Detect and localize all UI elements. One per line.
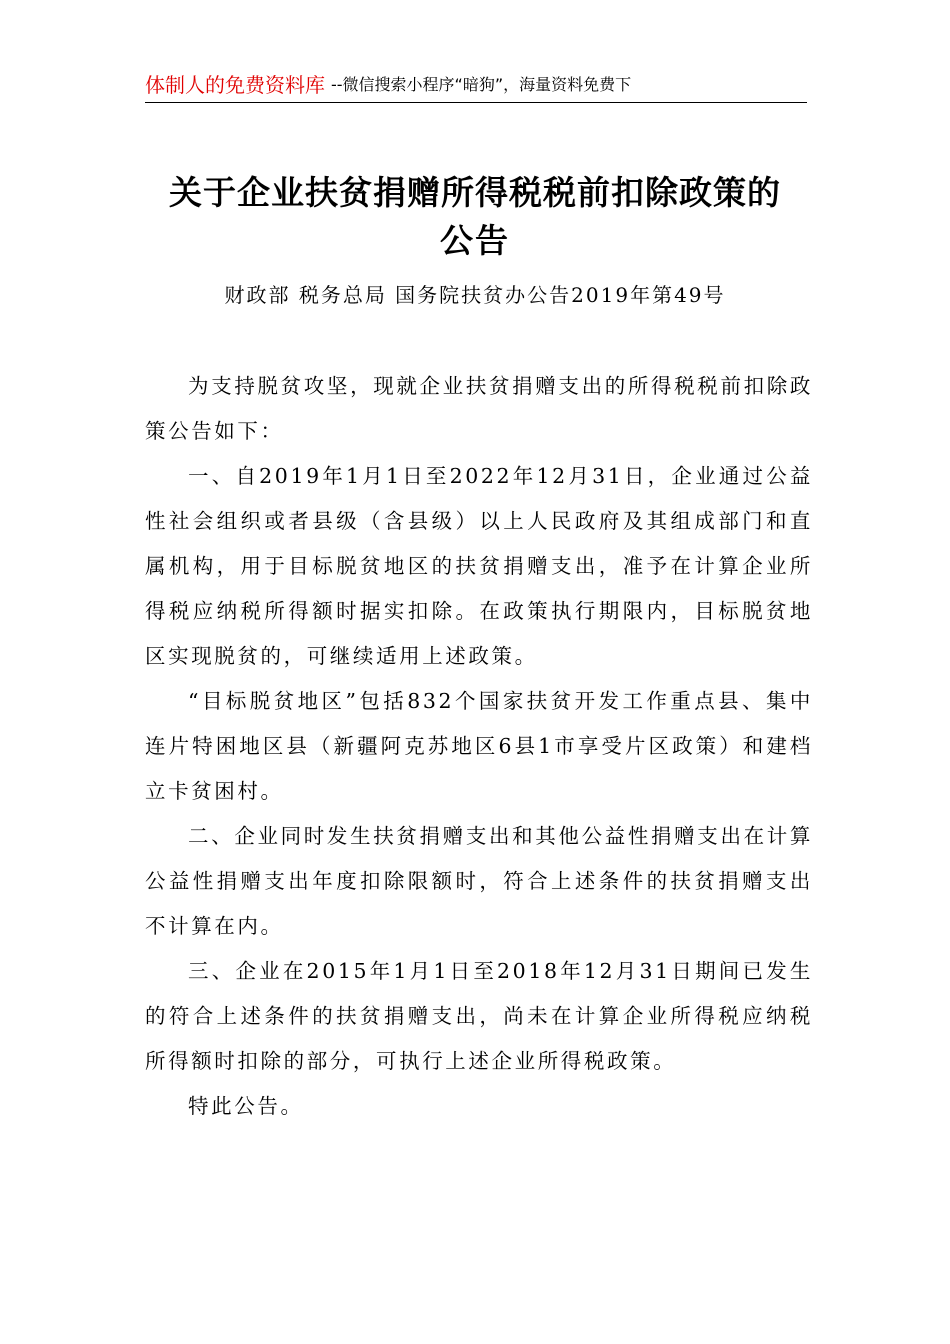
document-issuer: 财政部 税务总局 国务院扶贫办公告2019年第49号 xyxy=(224,283,726,307)
document-title-line-2: 公告 xyxy=(440,221,510,260)
paragraph-clause-2: 二、企业同时发生扶贫捐赠支出和其他公益性捐赠支出在计算公益性捐赠支出年度扣除限额时，符合上述条件的扶贫捐赠支出不计算在内。 xyxy=(145,824,813,938)
document-body xyxy=(145,364,813,1129)
header-brand: 体制人的免费资料库 xyxy=(145,73,325,97)
document-title-line-1: 关于企业扶贫捐赠所得税税前扣除政策的 xyxy=(169,173,781,212)
paragraph-clause-1: 一、自2019年1月1日至2022年12月31日，企业通过公益性社会组织或者县级（含县级）以上人民政府及其组成部门和直属机构，用于目标脱贫地区的扶贫捐赠支出，准予在计算企业所得税应纳税所得额时据实扣除。在政策执行期限内，目标脱贫地区实现脱贫的，可继续适用上述政策。 xyxy=(145,464,813,668)
paragraph-target-areas: “目标脱贫地区”包括832个国家扶贫开发工作重点县、集中连片特困地区县（新疆阿克苏地区6县1市享受片区政策）和建档立卡贫困村。 xyxy=(145,689,813,803)
watermark-header xyxy=(145,68,807,103)
paragraph-closing: 特此公告。 xyxy=(188,1094,304,1118)
header-tagline: --微信搜索小程序“暗狗”，海量资料免费下 xyxy=(331,75,632,94)
paragraph-intro: 为支持脱贫攻坚，现就企业扶贫捐赠支出的所得税税前扣除政策公告如下： xyxy=(145,374,813,443)
paragraph-clause-3: 三、企业在2015年1月1日至2018年12月31日期间已发生的符合上述条件的扶贫捐赠支出，尚未在计算企业所得税应纳税所得额时扣除的部分，可执行上述企业所得税政策。 xyxy=(145,959,813,1073)
